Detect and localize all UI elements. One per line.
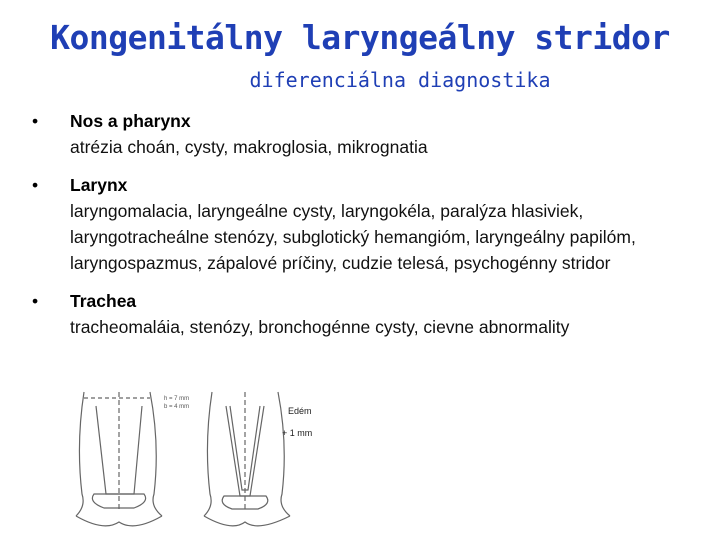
bullet-text: tracheomaláia, stenózy, bronchogénne cysty, cievne abnormality — [70, 317, 570, 337]
airway-edema-diagram — [64, 384, 324, 534]
label-h: h = 7 mm — [164, 396, 190, 402]
bullet-larynx — [32, 172, 692, 276]
slide-subtitle: diferenciálna diagnostika — [249, 68, 551, 92]
label-edema: Edém — [288, 406, 312, 416]
label-plus-1mm: + 1 mm — [282, 428, 313, 438]
bullet-heading: Trachea — [70, 291, 137, 311]
bullet-text: atrézia choán, cysty, makroglosia, mikrognatia — [70, 137, 428, 157]
bullet-heading: Larynx — [70, 175, 128, 195]
slide-title: Kongenitálny laryngeálny stridor — [50, 18, 670, 57]
bullet-dot: • — [32, 111, 39, 131]
airway-edema-drawing — [204, 392, 290, 526]
bullet-list — [32, 108, 692, 352]
bullet-dot: • — [32, 175, 39, 195]
label-b: b = 4 mm — [164, 404, 190, 410]
bullet-nos-pharynx — [32, 108, 692, 160]
bullet-dot: • — [32, 291, 39, 311]
bullet-heading: Nos a pharynx — [70, 111, 191, 131]
airway-normal-drawing — [76, 392, 162, 526]
bullet-trachea — [32, 288, 692, 340]
bullet-text: laryngomalacia, laryngeálne cysty, laryngokéla, paralýza hlasiviek, laryngotracheálne stenózy, subglotický hemangióm, laryngeálny papilóm, laryngospazmus, zápalové príčiny, cudzie telesá, psychogénny stridor — [70, 201, 636, 273]
